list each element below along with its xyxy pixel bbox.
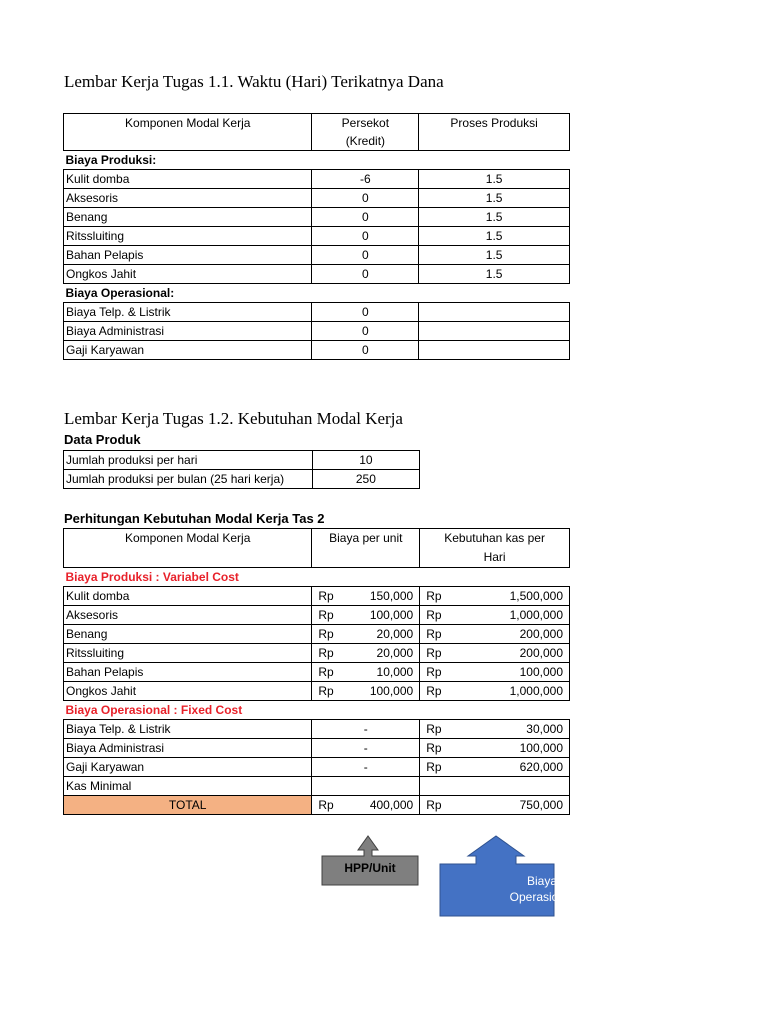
- ws1-section-produksi: Biaya Produksi:: [65, 153, 157, 167]
- table-row: Gaji Karyawan 0: [64, 341, 570, 360]
- table-row: Bahan Pelapis 0 1.5: [64, 246, 570, 265]
- ws1-header-komponen: Komponen Modal Kerja: [64, 114, 312, 151]
- table-row: Gaji Karyawan - Rp 620,000: [64, 758, 570, 777]
- ws1-header-persekot: Persekot (Kredit): [312, 114, 419, 151]
- table-row: Jumlah produksi per hari 10: [64, 451, 420, 470]
- table-row: Kulit domba -6 1.5: [64, 170, 570, 189]
- total-label: TOTAL: [64, 796, 312, 815]
- total-row: TOTAL Rp 400,000 Rp 750,000: [64, 796, 570, 815]
- worksheet-1-1-title: Lembar Kerja Tugas 1.1. Waktu (Hari) Terikatnya Dana: [64, 72, 444, 91]
- header-kebutuhan-kas: Kebutuhan kas per Hari: [420, 529, 570, 568]
- data-produk-table: [63, 450, 420, 489]
- data-produk-label: Data Produk: [64, 432, 141, 447]
- worksheet-1-2-title: Lembar Kerja Tugas 1.2. Kebutuhan Modal Kerja: [64, 409, 403, 428]
- kebutuhan-modal-table: [63, 528, 570, 815]
- table-row: Bahan Pelapis Rp 10,000 Rp 100,000: [64, 663, 570, 682]
- ws1-header-row: [64, 114, 570, 151]
- table-row: Biaya Administrasi - Rp 100,000: [64, 739, 570, 758]
- table-row: Biaya Administrasi 0: [64, 322, 570, 341]
- table-row: Biaya Telp. & Listrik - Rp 30,000: [64, 720, 570, 739]
- header-komponen: Komponen Modal Kerja: [64, 529, 312, 568]
- table-row: Biaya Telp. & Listrik 0: [64, 303, 570, 322]
- table-row: Kulit domba Rp 150,000 Rp 1,500,000: [64, 587, 570, 606]
- table-row: Aksesoris Rp 100,000 Rp 1,000,000: [64, 606, 570, 625]
- header-biaya-per-unit: Biaya per unit: [312, 529, 420, 568]
- hpp-label: HPP/Unit: [344, 861, 396, 875]
- table-row: Kas Minimal: [64, 777, 570, 796]
- kebutuhan-header-row: [64, 529, 570, 568]
- ws1-section-operasional: Biaya Operasional:: [65, 286, 175, 300]
- biaya-label-line2: Operasio: [509, 890, 559, 904]
- table-row: Ritssluiting 0 1.5: [64, 227, 570, 246]
- table-row: Ongkos Jahit 0 1.5: [64, 265, 570, 284]
- biaya-operasional-callout: [438, 834, 559, 918]
- ws1-table: [63, 113, 570, 360]
- perhitungan-label: Perhitungan Kebutuhan Modal Kerja Tas 2: [64, 511, 325, 526]
- table-row: Jumlah produksi per bulan (25 hari kerja) 250: [64, 470, 420, 489]
- biaya-label-line1: Biaya: [526, 874, 558, 888]
- ws1-header-proses: Proses Produksi: [419, 114, 570, 151]
- table-row: Ongkos Jahit Rp 100,000 Rp 1,000,000: [64, 682, 570, 701]
- section-biaya-operasional: Biaya Operasional : Fixed Cost: [65, 703, 243, 717]
- table-row: Benang Rp 20,000 Rp 200,000: [64, 625, 570, 644]
- hpp-callout: [320, 832, 420, 888]
- table-row: Benang 0 1.5: [64, 208, 570, 227]
- table-row: Aksesoris 0 1.5: [64, 189, 570, 208]
- section-biaya-produksi: Biaya Produksi : Variabel Cost: [65, 570, 239, 584]
- table-row: Ritssluiting Rp 20,000 Rp 200,000: [64, 644, 570, 663]
